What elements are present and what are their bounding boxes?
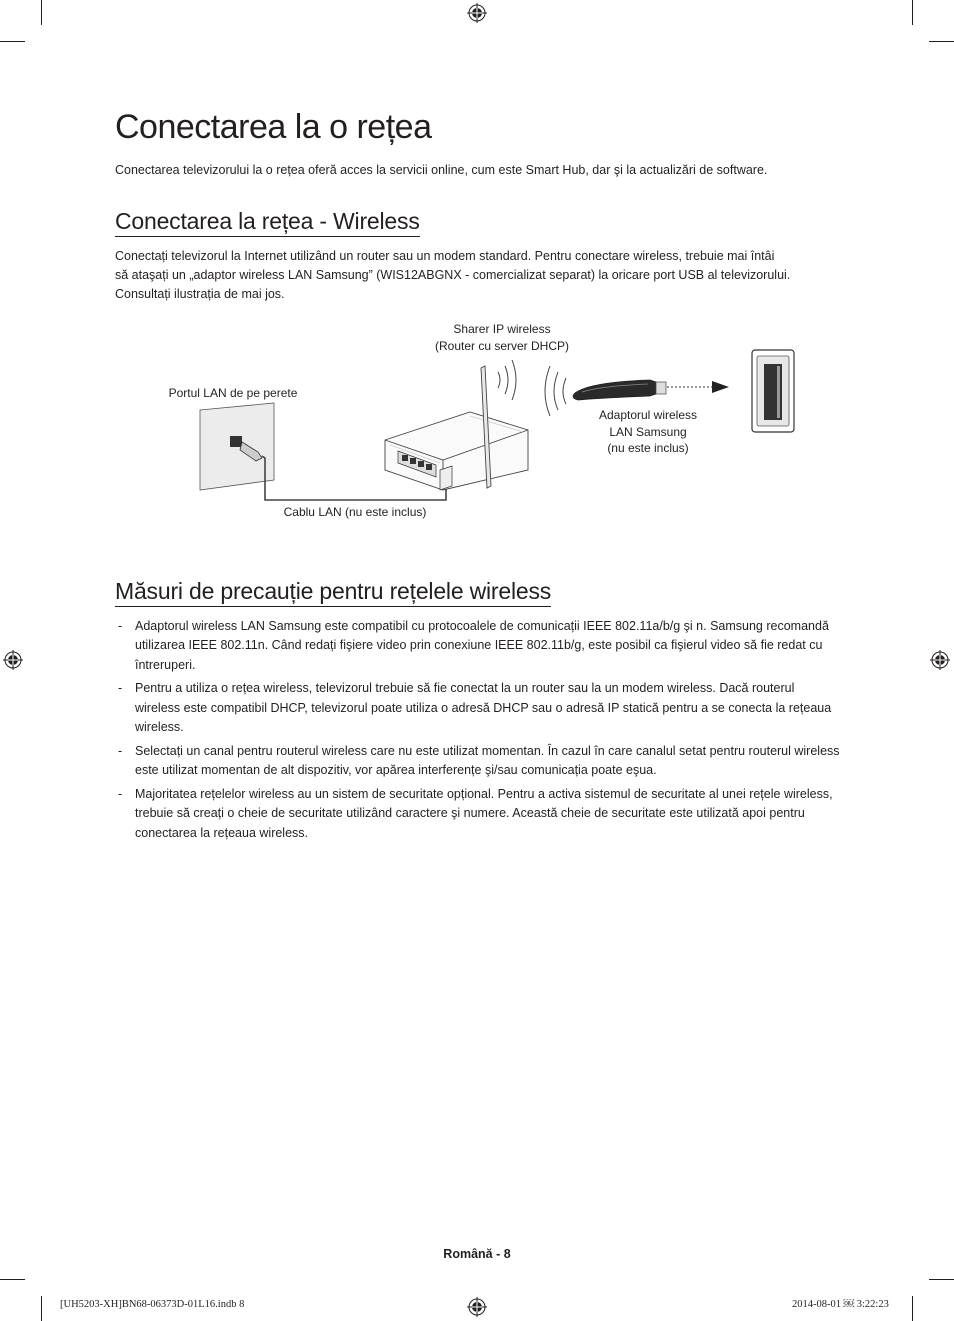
section-heading-wireless: Conectarea la rețea - Wireless — [115, 207, 420, 237]
router-label-line: (Router cu server DHCP) — [434, 338, 570, 353]
crop-mark — [0, 1279, 25, 1280]
intro-text: Conectarea televizorului la o rețea oferă acces la servicii online, cum este Smart Hub, dar şi la actualizări de software. — [115, 163, 768, 177]
list-item-text: Majoritatea rețelelor wireless au un sistem de securitate opțional. Pentru a activa sistemul de securitate al unei rețele wireless, trebuie să creați o cheie de securitate utilizând caractere şi numere. Această cheie de securitate este utilizată apoi pentru conectarea la rețeaua wireless. — [135, 787, 833, 840]
registration-mark-icon — [467, 3, 487, 23]
router-icon — [385, 366, 528, 510]
page-title: Conectarea la o rețea — [115, 108, 432, 146]
paragraph-line: Consultați ilustrația de mai jos. — [115, 287, 285, 301]
registration-mark-icon — [467, 1297, 487, 1317]
list-item — [115, 785, 840, 843]
adapter-label-line: LAN Samsung — [609, 424, 687, 439]
print-slug-right: 2014-08-01 ￼ 3:22:23 — [792, 1299, 889, 1310]
precautions-list — [115, 617, 840, 848]
registration-mark-icon — [930, 650, 950, 670]
crop-mark — [912, 1296, 913, 1321]
wall-lan-port-icon — [230, 436, 242, 447]
list-dash: - — [118, 619, 123, 633]
wireless-paragraph — [115, 247, 815, 304]
list-item — [115, 742, 840, 781]
crop-mark — [0, 41, 25, 42]
paragraph-line: Conectați televizorul la Internet utilizând un router sau un modem standard. Pentru conectare wireless, trebuie mai întâi — [115, 249, 775, 263]
list-item — [115, 679, 840, 737]
list-item-text: Adaptorul wireless LAN Samsung este compatibil cu protocoalele de comunicații IEEE 802.11a/b/g şi n. Samsung recomandă utilizarea IEEE 802.11n. Când redați fişiere video prin conexiune IEEE 802.11b/g, este posibil ca fişierul video să fie redat cu întreruperi. — [135, 619, 829, 672]
arrow-head-icon — [712, 381, 729, 393]
crop-mark — [929, 41, 954, 42]
adapter-label-line: Adaptorul wireless — [598, 408, 698, 422]
router-label — [402, 321, 602, 354]
crop-mark — [929, 1279, 954, 1280]
list-item — [115, 617, 840, 675]
cable-label: Cablu LAN (nu este inclus) — [283, 505, 427, 519]
crop-mark — [41, 0, 42, 25]
usb-port-icon — [752, 350, 794, 432]
crop-mark — [41, 1296, 42, 1321]
list-item-text: Selectați un canal pentru routerul wireless care nu este utilizat momentan. În cazul în care canalul setat pentru routerul wireless este utilizat momentan de alt dispozitiv, vor apărea interferențe şi/sau comunicația poate eşua. — [135, 743, 840, 778]
router-signal-icon — [498, 360, 516, 400]
page-number: Română - 8 — [443, 1247, 511, 1261]
registration-mark-icon — [3, 650, 23, 670]
section-heading-precautions: Măsuri de precauție pentru rețelele wireless — [115, 577, 551, 607]
list-dash: - — [118, 743, 123, 758]
list-dash: - — [118, 681, 123, 696]
print-slug-left: [UH5203-XH]BN68-06373D-01L16.indb 8 — [60, 1299, 245, 1310]
list-dash: - — [118, 787, 123, 802]
wireless-adapter-icon — [573, 380, 666, 400]
adapter-signal-icon — [545, 366, 566, 416]
wall-port-label: Portul LAN de pe perete — [168, 386, 298, 400]
paragraph-line: să ataşați un „adaptor wireless LAN Samsung” (WIS12ABGNX - comercializat separat) la oricare port USB al televizorului. — [115, 268, 791, 282]
router-label-line: Sharer IP wireless — [453, 322, 551, 336]
adapter-label-line: (nu este inclus) — [607, 441, 689, 455]
list-item-text: Pentru a utiliza o rețea wireless, televizorul trebuie să fie conectat la un router sau la un modem wireless. Dacă routerul wireless este compatibil DHCP, televizorul poate utiliza o adresă DHCP sau o adresă IP statică pentru a se conecta la rețeaua wireless. — [135, 681, 832, 735]
crop-mark — [912, 0, 913, 25]
adapter-label — [573, 407, 723, 457]
